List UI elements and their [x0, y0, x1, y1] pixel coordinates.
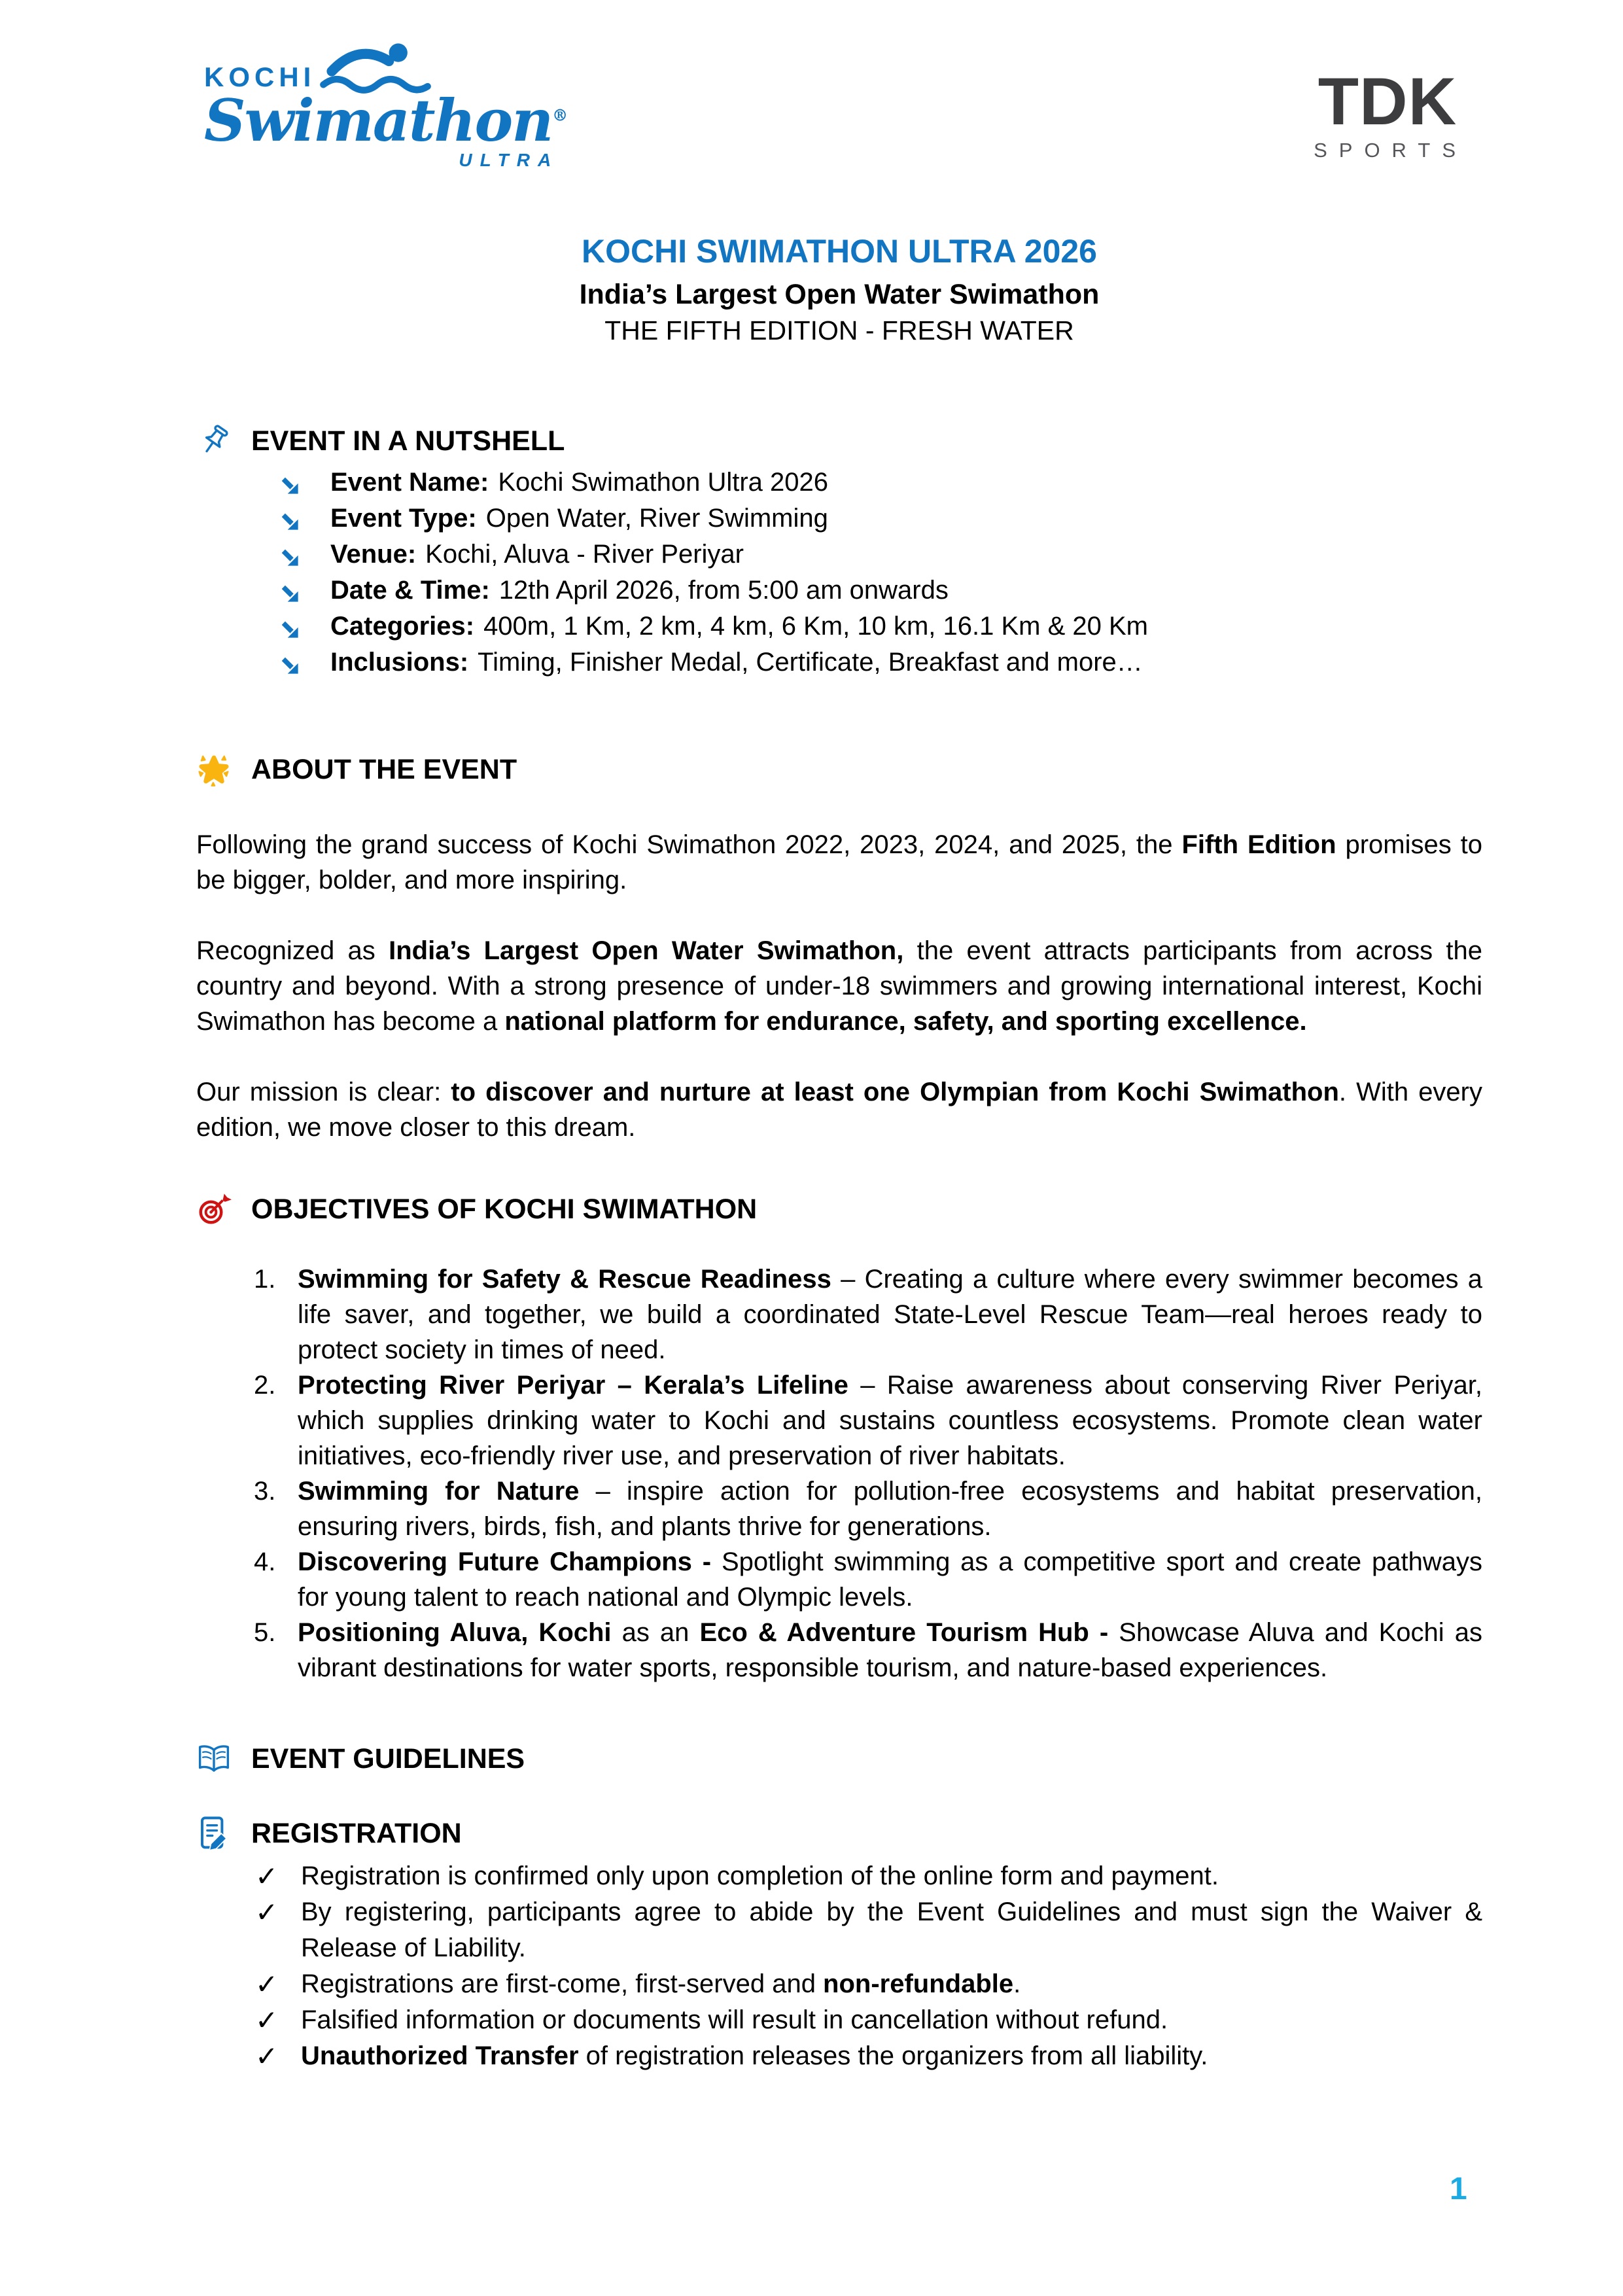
section-header-registration [196, 1815, 1482, 1852]
objective-item [196, 1615, 1482, 1686]
section-title: EVENT IN A NUTSHELL [251, 425, 565, 457]
registration-item [196, 1858, 1482, 1894]
objective-number: 4. [254, 1547, 276, 1576]
nutshell-item [196, 537, 1482, 573]
registration-item [196, 2038, 1482, 2074]
about-paragraph: Our mission is clear: to discover and nurture at least one Olympian from Kochi Swimathon. With every edition, we move closer to this dream. [196, 1078, 1483, 1142]
nutshell-item-value: Kochi, Aluva - River Periyar [425, 540, 744, 569]
page-title: KOCHI SWIMATHON ULTRA 2026 [582, 233, 1097, 270]
about-paragraph: Following the grand success of Kochi Swimathon 2022, 2023, 2024, and 2025, the Fifth Edition promises to be bigger, bolder, and more inspiring. [196, 830, 1482, 894]
objective-number: 1. [254, 1265, 276, 1294]
nutshell-item-value: 400m, 1 Km, 2 km, 4 km, 6 Km, 10 km, 16.1 Km & 20 Km [483, 612, 1148, 641]
section-header-about [196, 751, 1482, 788]
nutshell-item-label: Date & Time: [330, 576, 490, 605]
registration-text: Registration is confirmed only upon completion of the online form and payment. [301, 1862, 1219, 1890]
memo-pencil-icon [196, 1816, 232, 1851]
tdk-logo-subtext: SPORTS [1314, 139, 1467, 162]
registration-text: Unauthorized Transfer of registration releases the organizers from all liability. [301, 2041, 1208, 2070]
registration-item [196, 2002, 1482, 2038]
arrow-south-east-icon [280, 508, 302, 530]
registration-list [196, 1858, 1482, 2074]
page-subtitle: India’s Largest Open Water Swimathon [579, 279, 1100, 310]
registration-item [196, 1966, 1482, 2002]
kochi-logo-wordmark-sub: ULTRA [459, 149, 559, 170]
arrow-south-east-icon [280, 580, 302, 602]
registration-item [196, 1894, 1482, 1966]
page-edition: THE FIFTH EDITION - FRESH WATER [604, 315, 1074, 345]
checkmark-icon [255, 1966, 278, 2002]
nutshell-item-value: Open Water, River Swimming [485, 504, 828, 533]
dart-target-icon [196, 1192, 232, 1227]
objective-item [196, 1262, 1482, 1368]
arrow-south-east-icon [280, 616, 302, 638]
nutshell-item-label: Venue: [330, 540, 417, 569]
checkmark-icon [255, 1858, 278, 1894]
nutshell-item-label: Event Name: [330, 468, 489, 497]
arrow-south-east-icon [280, 472, 302, 494]
nutshell-item-label: Inclusions: [330, 648, 469, 677]
nutshell-item [196, 465, 1482, 501]
title-block [196, 230, 1482, 348]
objective-item [196, 1368, 1482, 1474]
nutshell-item [196, 645, 1482, 680]
tdk-logo-wordmark: TDK [1318, 64, 1457, 139]
section-header-guidelines [196, 1740, 1482, 1777]
section-header-objectives [196, 1191, 1482, 1227]
section-title: REGISTRATION [251, 1818, 462, 1849]
nutshell-item [196, 609, 1482, 645]
page-number: 1 [1450, 2172, 1467, 2206]
registration-text: Registrations are first-come, first-served and non-refundable. [301, 1969, 1021, 1998]
sun-star-icon [196, 752, 232, 787]
objective-text: Protecting River Periyar – Kerala’s Lifeline – Raise awareness about conserving River Periyar, which supplies drinking water to Kochi and sustains countless ecosystems. Promote clean water initiatives, eco-friendly river use, and preservation of river habitats. [298, 1371, 1482, 1470]
checkmark-icon [255, 2038, 278, 2074]
nutshell-item-label: Event Type: [330, 504, 477, 533]
objectives-list [196, 1262, 1482, 1686]
pushpin-icon [196, 423, 232, 459]
nutshell-item-value: Timing, Finisher Medal, Certificate, Breakfast and more… [478, 648, 1143, 677]
objective-item [196, 1474, 1482, 1544]
arrow-south-east-icon [280, 544, 302, 566]
objective-number: 5. [254, 1618, 276, 1647]
nutshell-item-value: 12th April 2026, from 5:00 am onwards [498, 576, 949, 605]
section-header-nutshell [196, 423, 1482, 459]
checkmark-icon [255, 1894, 278, 1930]
nutshell-item [196, 573, 1482, 609]
nutshell-list [196, 465, 1482, 680]
section-title: EVENT GUIDELINES [251, 1743, 525, 1775]
section-title: OBJECTIVES OF KOCHI SWIMATHON [251, 1193, 758, 1225]
objective-number: 2. [254, 1371, 276, 1400]
document-content [196, 0, 1482, 2074]
nutshell-item [196, 501, 1482, 537]
objective-item [196, 1544, 1482, 1615]
kochi-logo-script: Swimathon [204, 86, 553, 154]
objective-text: Swimming for Nature – inspire action for pollution-free ecosystems and habitat preservation, ensuring rivers, birds, fish, and plants thrive for generations. [298, 1477, 1482, 1541]
registration-text: Falsified information or documents will result in cancellation without refund. [301, 2005, 1168, 2034]
checkmark-icon [255, 2002, 278, 2038]
nutshell-item-label: Categories: [330, 612, 475, 641]
objective-number: 3. [254, 1477, 276, 1506]
about-paragraph: Recognized as India’s Largest Open Water Swimathon, the event attracts participants from across the country and beyond. With a strong presence of under-18 swimmers and growing international interest, Kochi Swimathon has become a national platform for endurance, safety, and sporting excellence. [196, 936, 1482, 1036]
open-book-icon [196, 1741, 232, 1776]
nutshell-item-value: Kochi Swimathon Ultra 2026 [498, 468, 829, 497]
arrow-south-east-icon [280, 652, 302, 674]
objective-text: Discovering Future Champions - Spotlight swimming as a competitive sport and create pathways for young talent to reach national and Olympic levels. [298, 1547, 1483, 1612]
registration-text: By registering, participants agree to abide by the Event Guidelines and must sign the Waiver & Release of Liability. [301, 1898, 1482, 1962]
objective-text: Swimming for Safety & Rescue Readiness – Creating a culture where every swimmer becomes a life saver, and together, we build a coordinated State-Level Rescue Team—real heroes ready to protect society in times of need. [298, 1265, 1482, 1364]
objective-text: Positioning Aluva, Kochi as an Eco & Adventure Tourism Hub - Showcase Aluva and Kochi as vibrant destinations for water sports, responsible tourism, and nature-based experiences. [298, 1618, 1482, 1682]
section-title: ABOUT THE EVENT [251, 754, 517, 785]
kochi-logo-wordmark-top: KOCHI [204, 62, 316, 92]
registered-trademark-symbol: ® [552, 105, 568, 125]
